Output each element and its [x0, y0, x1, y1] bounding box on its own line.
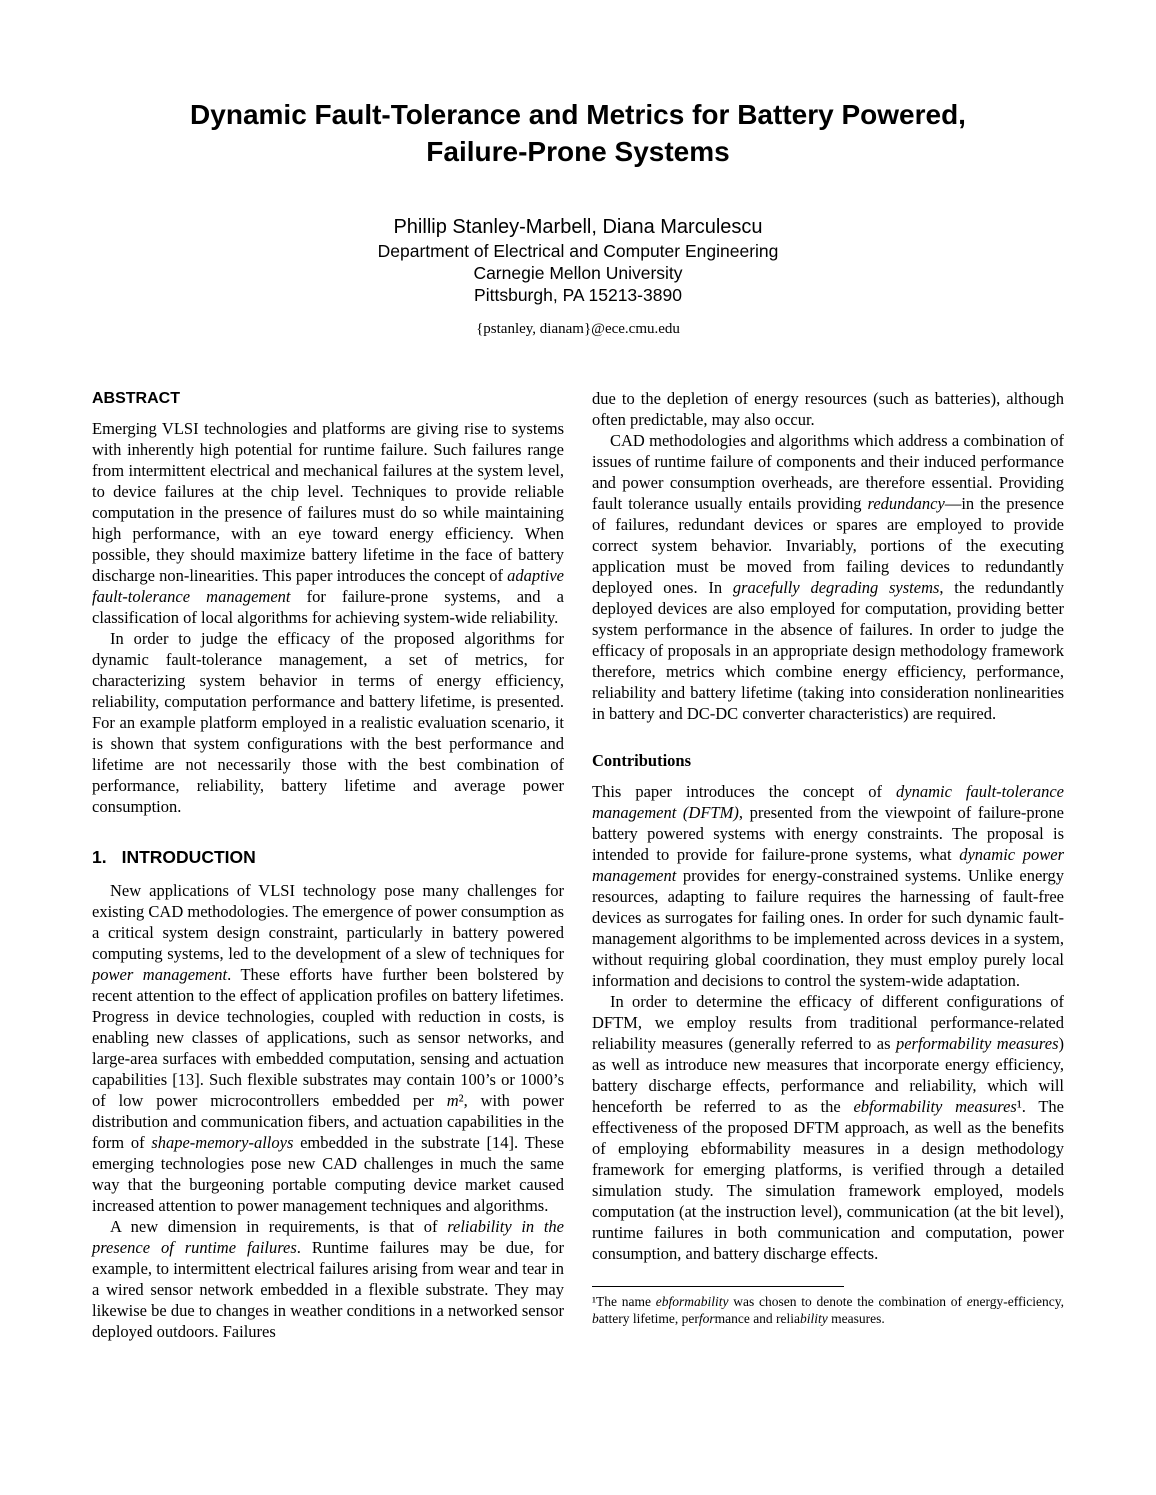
continuation-paragraph: due to the depletion of energy resources (such as batteries), although often predictable, may also occur. — [592, 389, 1064, 429]
introduction-paragraph-1: New applications of VLSI technology pose many challenges for existing CAD methodologies. The emergence of power consumption as a critical system design constraint, particularly in battery powered computing systems, led to the development of a slew of techniques for power management. These efforts have further been bolstered by recent attention to the effect of application profiles on battery lifetimes. Progress in device technologies, coupled with reduction in costs, is enabling new classes of applications, such as sensor networks, and large-area surfaces with embedded computation, sensing and actuation capabilities [13]. Such flexible substrates may contain 100’s or 1000’s of low power microcontrollers embedded per m², with power distribution and communication fibers, and actuation capabilities in the form of shape-memory-alloys embedded in the substrate [14]. These emerging technologies pose new CAD challenges in much the same way that the burgeoning portable computing device market caused increased attention to power management techniques and algorithms. — [92, 881, 564, 1215]
paper-title — [92, 96, 1064, 170]
abstract-paragraph-2: In order to judge the efficacy of the proposed algorithms for dynamic fault-tolerance management, a set of metrics, for characterizing system behavior in terms of energy efficiency, reliability, computation performance and battery lifetime, is presented. For an example platform employed in a realistic evaluation scenario, it is shown that system configurations with the best performance and lifetime are not necessarily those with the best combination of performance, reliability, battery lifetime and average power consumption. — [92, 629, 564, 816]
footnote-text: ¹The name ebformability was chosen to denote the combination of energy-efficiency, battery lifetime, performance and reliability measures. — [592, 1294, 1064, 1326]
two-column-body — [92, 388, 1064, 1342]
cad-methodologies-paragraph: CAD methodologies and algorithms which address a combination of issues of runtime failure of components and their induced performance and power consumption overheads, are therefore essential. Providing fault tolerance usually entails providing redundancy—in the presence of failures, redundant devices or spares are employed to provide correct system behavior. Invariably, portions of the executing application must be moved from failing devices to redundantly deployed ones. In gracefully degrading systems, the redundantly deployed devices are also employed for computation, providing better system performance in the absence of failures. In order to judge the efficacy of proposals in an appropriate design methodology framework therefore, metrics which combine energy efficiency, performance, reliability and battery lifetime (taking into consideration nonlinearities in battery and DC-DC converter characteristics) are required. — [592, 431, 1065, 723]
section-number: 1. — [92, 847, 107, 867]
contributions-heading: Contributions — [592, 751, 692, 770]
title-block — [92, 96, 1064, 338]
abstract-heading: ABSTRACT — [92, 390, 180, 407]
affiliation-university: Carnegie Mellon University — [473, 263, 683, 283]
contributions-paragraph-1: This paper introduces the concept of dynamic fault-tolerance management (DFTM), presented from the viewpoint of failure-prone battery powered systems with energy constraints. The proposal is intended to provide for failure-prone systems, what dynamic power management provides for energy-constrained systems. Unlike energy resources, adapting to failure requires the harnessing of fault-free devices as surrogates for failing ones. In order for such dynamic fault-management algorithms to be implemented across devices in a system, without requiring global coordination, they must employ purely local information and decisions to control the system-wide adaptation. — [592, 782, 1064, 990]
left-column — [92, 388, 564, 1342]
paper-title-line-2: Failure-Prone Systems — [426, 136, 730, 167]
section-title: INTRODUCTION — [121, 847, 256, 867]
affiliation-department: Department of Electrical and Computer Engineering — [377, 241, 779, 261]
section-heading-introduction — [92, 847, 564, 868]
author-names: Phillip Stanley-Marbell, Diana Marculescu — [393, 216, 763, 238]
author-email: {pstanley, dianam}@ece.cmu.edu — [476, 321, 680, 337]
abstract-paragraph-1: Emerging VLSI technologies and platforms are giving rise to systems with inherently high potential for runtime failure. Such failures range from intermittent electrical and mechanical failures at the system level, to device failures at the chip level. Techniques to provide reliable computation in the presence of failures must do so while maintaining high performance, with an eye toward energy efficiency. When possible, they should maximize battery lifetime in the face of battery discharge non-linearities. This paper introduces the concept of adaptive fault-tolerance management for failure-prone systems, and a classification of local algorithms for achieving system-wide reliability. — [92, 419, 564, 627]
author-block — [92, 214, 1064, 338]
footnote-block — [592, 1286, 1064, 1327]
affiliation-city: Pittsburgh, PA 15213-3890 — [474, 285, 682, 305]
paper-title-line-1: Dynamic Fault-Tolerance and Metrics for Battery Powered, — [190, 99, 966, 130]
right-column — [592, 388, 1064, 1342]
footnote-rule — [592, 1286, 844, 1287]
introduction-paragraph-2: A new dimension in requirements, is that of reliability in the presence of runtime failures. Runtime failures may be due, for example, to intermittent electrical failures arising from wear and tear in a wired sensor network embedded in a flexible substrate. They may likewise be due to changes in weather conditions in a networked sensor deployed outdoors. Failures — [92, 1217, 564, 1341]
contributions-paragraph-2: In order to determine the efficacy of different configurations of DFTM, we employ results from traditional performance-related reliability measures (generally referred to as performability measures) as well as introduce new measures that incorporate energy efficiency, battery discharge effects, performance and reliability, which will henceforth be referred to as the ebformability measures¹. The effectiveness of the proposed DFTM approach, as well as the benefits of employing ebformability measures in a design methodology framework for emerging platforms, is verified through a detailed simulation study. The simulation framework employed, models computation (at the instruction level), communication (at the bit level), runtime failures in both communication and computation, power consumption, and battery discharge effects. — [592, 992, 1064, 1263]
